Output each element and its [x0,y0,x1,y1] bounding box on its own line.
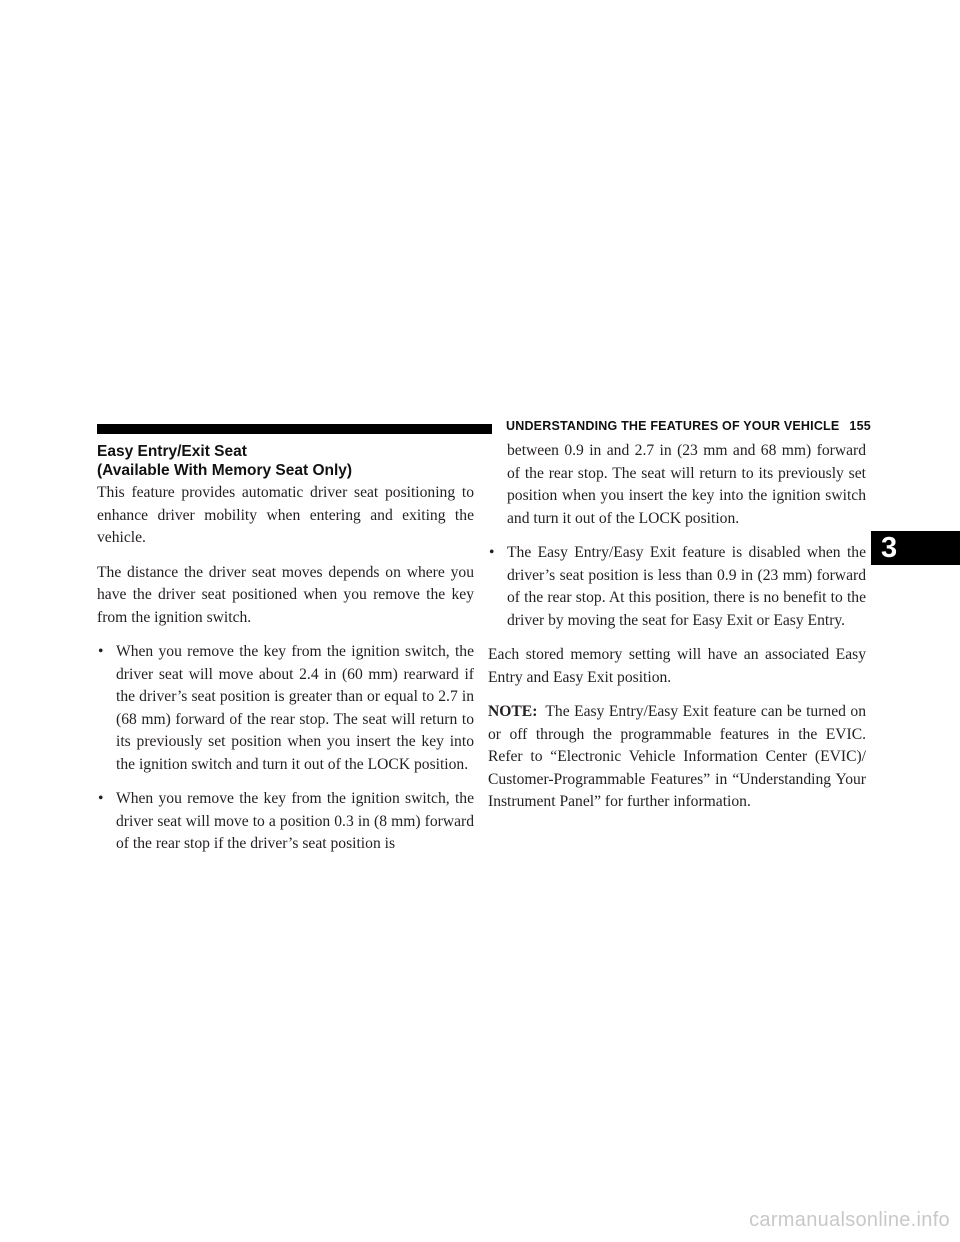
bullet-item-rearward [97,641,474,776]
right-column [488,440,866,826]
section-title-line2: (Available With Memory Seat Only) [97,462,353,479]
page-number: 155 [849,419,871,433]
header-rule [97,424,492,434]
bullet-continuation: between 0.9 in and 2.7 in (23 mm and 68 mm) forward of the rear stop. The seat will return to its previously set position when you insert the key into the ignition switch and turn it out of the LOCK position. [507,442,866,527]
bullet-text: When you remove the key from the ignition switch, the driver seat will move about 2.4 in (60 mm) rearward if the driver’s seat position is greater than or equal to 2.7 in (68 mm) forward of the rear stop. The seat will return to its previously set position when you insert the key into the ignition switch and turn it out of the LOCK position. [116,643,474,773]
note-paragraph [488,701,866,814]
note-text: The Easy Entry/Easy Exit feature can be turned on or off through the programmable features in the EVIC. Refer to “Electronic Vehicle Information Center (EVIC)/ Customer-Programmable Features” in “Understanding Your Instrument Panel” for further information. [488,703,866,810]
bullet-item-disabled [488,542,866,632]
note-label: NOTE: [488,703,538,720]
memory-paragraph: Each stored memory setting will have an associated Easy Entry and Easy Exit position. [488,646,866,686]
distance-paragraph: The distance the driver seat moves depends on where you have the driver seat positioned when you remove the key from the ignition switch. [97,563,474,626]
running-header [506,419,871,433]
bullet-text: When you remove the key from the ignition switch, the driver seat will move to a position 0.3 in (8 mm) forward of the rear stop if the driver’s seat position is [116,790,474,852]
bullet-icon: • [98,790,104,807]
bullet-text: The Easy Entry/Easy Exit feature is disabled when the driver’s seat position is less than 0.9 in (23 mm) forward of the rear stop. At this position, there is no benefit to the driver by moving the seat for Easy Exit or Easy Entry. [507,544,866,629]
left-column [97,442,474,868]
bullet-icon: • [98,643,104,660]
running-header-title: UNDERSTANDING THE FEATURES OF YOUR VEHICLE [506,419,840,433]
bullet-item-forward [97,788,474,856]
chapter-tab: 3 [871,531,960,565]
section-title-line1: Easy Entry/Exit Seat [97,443,247,460]
section-title [97,442,474,480]
watermark: carmanualsonline.info [749,1209,950,1231]
bullet-icon: • [489,544,495,561]
intro-paragraph: This feature provides automatic driver seat positioning to enhance driver mobility when entering and exiting the vehicle. [97,484,474,546]
